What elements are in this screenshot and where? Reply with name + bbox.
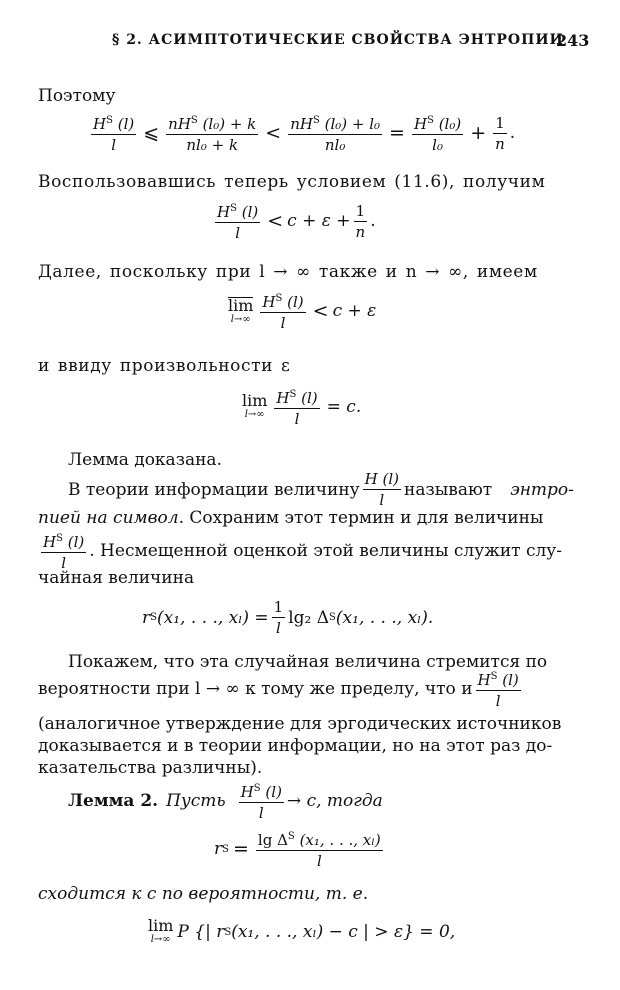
fraction: $\frac{H^S (l)}{l}$	[260, 290, 305, 332]
fraction: $\frac{H^S (l)}{l}$	[41, 530, 86, 572]
equation-2: $\frac{H^S (l)}{l}$ < c + ε + $\frac{1}{n}$ .	[217, 201, 376, 242]
fraction: $\frac{H^S (l)}{l}$	[215, 200, 260, 242]
fraction: $\frac{nH^S (l_0) + k}{\text{nl₀ + k}}$	[166, 112, 258, 154]
lemma-2-statement: Лемма 2. Пусть $\frac{H^S (l)}{l}$ → c, тогда	[68, 780, 383, 822]
text-theory-line: В теории информации величину $\frac{H (l)}{l}$ называют энтро-	[68, 470, 574, 509]
header-title: § 2. АСИМПТОТИЧЕСКИЕ СВОЙСТВА ЭНТРОПИИ	[112, 32, 564, 48]
running-header	[0, 32, 620, 54]
fraction: $\frac{\lg \Delta^S (x_1, . . ., x_l)}{l}$	[256, 828, 383, 870]
text-random-var: чайная величина	[38, 568, 195, 588]
text-analog-line3: казательства различны).	[38, 758, 263, 778]
text-arbitrary: и ввиду произвольности ε	[38, 356, 291, 376]
page-number: 243	[556, 31, 590, 50]
fraction: $\frac{H^S (l)}{l}$	[476, 668, 521, 710]
lemma-2-title: Лемма 2.	[68, 791, 159, 811]
equation-final-limit: lim l→∞ P {| r S (x₁, . . ., xₗ) − c | > ε} = 0,	[148, 916, 456, 945]
text-further: Далее, поскольку при l → ∞ также и n → ∞, имеем	[38, 262, 538, 282]
text-unbiased-line: $\frac{H^S (l)}{l}$ . Несмещенной оценкой этой величины служит слу-	[38, 530, 562, 572]
fraction: $\frac{1}{n}$	[495, 113, 505, 153]
equation-rs-definition: r S (x₁, . . ., xₗ) = $\frac{1}{l}$ lg₂ Δ S (x₁, . . ., xₗ).	[142, 598, 434, 637]
text-entropy-line: пией на символ. Сохраним этот термин и для величины	[38, 508, 544, 528]
fraction: $\frac{1}{n}$	[355, 201, 366, 241]
fraction: $\frac{nH^S (l_0) + l_0}{\text{nl₀}}$	[288, 112, 382, 154]
equation-4-limit: lim l→∞ $\frac{H^S (l)}{l}$ = c.	[242, 386, 361, 428]
fraction: $\frac{H^S (l)}{l}$	[239, 780, 284, 822]
fraction: $\frac{H^S (l)}{l}$	[274, 386, 319, 428]
text-using-condition: Воспользовавшись теперь условием (11.6), получим	[38, 172, 546, 192]
text-show-line2: вероятности при l → ∞ к тому же пределу, что и $\frac{H^S (l)}{l}$	[38, 668, 524, 710]
fraction: $\frac{1}{l}$	[273, 598, 284, 637]
text-lemma-proved: Лемма доказана.	[68, 450, 222, 470]
text-analog-line2: доказывается и в теории информации, но на этот раз до-	[38, 736, 553, 756]
fraction: $\frac{H^S (l)}{l}$	[91, 112, 136, 154]
text-show-line1: Покажем, что эта случайная величина стремится по	[68, 652, 548, 672]
fraction: $\frac{H^S (l_0)}{\text{l₀}}$	[412, 112, 463, 154]
equation-3-limsup: lim l→∞ $\frac{H^S (l)}{l}$ < c + ε	[228, 290, 376, 332]
fraction: $\frac{H (l)}{l}$	[364, 470, 400, 509]
text-analog-line1: (аналогичное утверждение для эргодических источников	[38, 714, 562, 734]
text-converges: сходится к c по вероятности, т. е.	[38, 884, 369, 904]
equation-lemma2-rs: r S = $\frac{\lg \Delta^S (x_1, . . ., x_l)}{l}$	[214, 828, 386, 870]
equation-1: $\frac{H^S (l)}{l}$ ⩽ $\frac{nH^S (l_0) + k}{\text{nl₀ + k}}$ < $\frac{nH^S (l_0) + l_0}{\text{nl₀}}$ = $\frac{H^S (l_0)}{\text{l₀}}$ + $\frac{1}{n}$ .	[93, 113, 516, 154]
text-poetomu: Поэтому	[38, 86, 116, 106]
